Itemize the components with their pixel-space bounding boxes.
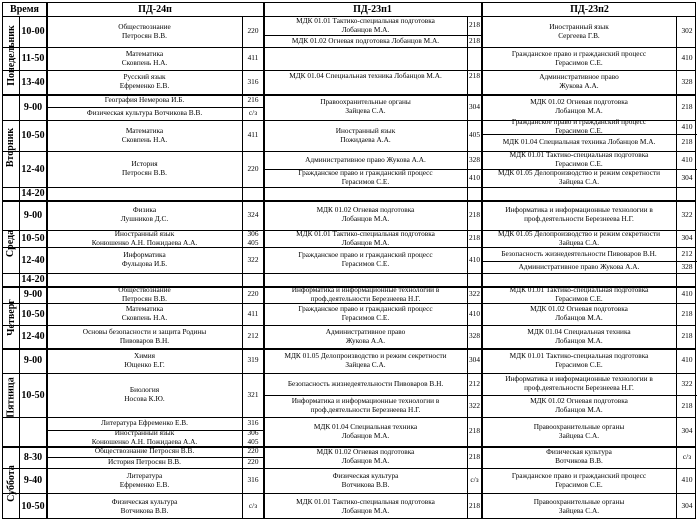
lesson-text: МДК 01.01 Тактико-специальная подготовка Лобанцов М.А. (296, 15, 435, 34)
time-slot: 9-00 (23, 289, 43, 300)
lesson-text: МДК 01.02 Огневая подготовка Лобанцов М.А. (530, 396, 628, 414)
time-slot: 12-40 (21, 163, 45, 175)
lesson-room: 220 (247, 289, 259, 299)
time-slot: 9-00 (23, 355, 43, 366)
lesson-room: 324 (247, 209, 259, 219)
time-slot: 10-00 (21, 26, 45, 37)
time-slot: 10-50 (21, 389, 45, 401)
lesson-text: Правоохранительные органы Зайцева С.А. (533, 421, 625, 440)
lesson-text: МДК 01.04 Специальная техника Лобанцов М.А. (289, 70, 442, 80)
lesson-text: Физика Лушников Д.С. (120, 205, 169, 223)
lesson-room: 410 (469, 308, 480, 318)
lesson-room: 306 405 (247, 228, 259, 247)
lesson-room: 410 (469, 254, 480, 264)
lesson-text: Безопасность жизнедеятельности Пивоваров В.Н. (501, 248, 657, 258)
lesson-text: География Немерова И.Б. (104, 95, 185, 105)
header-group-2: ПД-23п1 (353, 4, 392, 15)
lesson-text: Гражданское право и гражданский процесс Герасимов С.Е. (511, 117, 647, 135)
lesson-room: 304 (681, 426, 693, 436)
lesson-text: Информатика и информационные технологии в проф.деятельности Березнеева Н.Г. (291, 396, 440, 414)
lesson-room: 218 (681, 400, 693, 410)
lesson-text: Иностранный язык Конюшенко А.Н. Пожидаева А.А. (91, 228, 198, 247)
lesson-room: 220 (247, 457, 259, 467)
lesson-text: Правоохранительные органы Зайцева С.А. (533, 496, 625, 515)
lesson-text: МДК 01.01 Тактико-специальная подготовка Лобанцов М.А. (296, 228, 435, 247)
lesson-room: 328 (681, 261, 693, 271)
lesson-room: 220 (247, 446, 259, 456)
time-slot: 8-30 (23, 451, 43, 463)
lesson-text: Литература Ефременко Е.В. (101, 418, 188, 428)
lesson-room: 218 (681, 308, 693, 318)
lesson-text: История Петросян В.В. (108, 457, 181, 467)
lesson-text: Информатика и информационные технологии в проф.деятельности Березнеева Н.Г. (505, 205, 653, 223)
lesson-room: 212 (247, 331, 259, 341)
lesson-room: с/з (248, 501, 258, 511)
time-slot: 10-50 (21, 233, 45, 244)
lesson-room: 218 (469, 70, 480, 80)
time-slot: 9-40 (23, 475, 43, 486)
lesson-room: 328 (469, 331, 480, 341)
lesson-text: Гражданское право и гражданский процесс Герасимов С.Е. (298, 304, 433, 322)
lesson-room: 304 (681, 172, 693, 182)
lesson-text: Биология Носова К.Ю. (124, 385, 165, 403)
lesson-text: Административное право Жукова А.А. (325, 326, 406, 345)
lesson-room: 218 (469, 426, 480, 436)
lesson-text: Информатика Фульцова И.Б. (121, 250, 168, 268)
lesson-text: МДК 01.01 Тактико-специальная подготовка Герасимов С.Е. (509, 350, 649, 369)
lesson-room: 218 (469, 451, 480, 461)
lesson-text: Литература Ефременко Е.В. (119, 470, 170, 489)
lesson-text: Гражданское право и гражданский процесс Герасимов С.Е. (511, 48, 647, 67)
lesson-text: Физическая культура Вотчикова В.В. (111, 496, 178, 515)
lesson-room: 410 (681, 53, 693, 63)
lesson-room: 304 (681, 501, 693, 511)
lesson-text: МДК 01.02 Огневая подготовка Лобанцов М.А. (530, 97, 628, 115)
lesson-room: 410 (469, 172, 480, 182)
lesson-text: МДК 01.02 Огневая подготовка Лобанцов М.А. (530, 304, 628, 322)
lesson-room: 218 (469, 501, 480, 511)
lesson-text: Физическая культура Вотчикова В.В. (546, 447, 612, 465)
lesson-room: 216 (247, 95, 259, 105)
lesson-room: 410 (681, 289, 693, 299)
lesson-room: 218 (681, 331, 693, 341)
lesson-room: 220 (247, 163, 259, 173)
lesson-room: 212 (469, 378, 480, 388)
lesson-text: Основы безопасности и защита Родины Пивоваров В.Н. (82, 326, 207, 345)
row-divider (3, 273, 695, 274)
time-slot: 12-40 (21, 254, 45, 266)
lesson-text: МДК 01.04 Специальная техника Лобанцов М.А. (527, 326, 631, 345)
time-slot: 10-50 (21, 130, 45, 141)
schedule-table (2, 2, 696, 519)
lesson-room: 321 (247, 389, 259, 399)
time-slot: 12-40 (21, 331, 45, 342)
lesson-text: МДК 01.02 Огневая подготовка Лобанцов М.А. (316, 205, 415, 223)
lesson-text: МДК 01.01 Тактико-специальная подготовка Герасимов С.Е. (509, 150, 649, 168)
lesson-text: Административное право Жукова А.А. (518, 261, 640, 271)
time-slot: 9-00 (23, 209, 43, 221)
lesson-text: МДК 01.01 Тактико-специальная подготовка Лобанцов М.А. (296, 496, 435, 515)
lesson-room: 316 (247, 76, 259, 86)
lesson-text: Математика Сковпень Н.А. (121, 48, 168, 67)
lesson-room: 218 (469, 209, 480, 219)
day-label: Среда (5, 229, 17, 257)
lesson-text: МДК 01.05 Делопроизводство и режим секретности Зайцева С.А. (497, 168, 661, 186)
lesson-room: 322 (681, 378, 693, 388)
lesson-room: 328 (681, 76, 693, 86)
time-slot: 14-20 (21, 274, 45, 285)
lesson-text: МДК 01.05 Делопроизводство и режим секретности Зайцева С.А. (284, 350, 447, 369)
lesson-room: 322 (469, 289, 480, 299)
lesson-room: 218 (681, 137, 693, 147)
lesson-text: Обществознание Петросян В.В. (118, 21, 171, 40)
lesson-text: Иностранный язык Сергеева Г.В. (549, 21, 609, 40)
lesson-room: 218 (469, 20, 480, 30)
lesson-room: 410 (681, 355, 693, 365)
lesson-text: Математика Сковпень Н.А. (121, 304, 168, 322)
lesson-room: с/з (470, 475, 479, 485)
lesson-room: с/з (682, 451, 692, 461)
lesson-room: 319 (247, 355, 259, 365)
time-slot: 14-20 (21, 188, 45, 199)
lesson-text: Правоохранительные органы Зайцева С.А. (320, 97, 411, 115)
lesson-text: Гражданское право и гражданский процесс Герасимов С.Е. (298, 168, 433, 186)
lesson-text: История Петросян В.В. (122, 159, 167, 177)
row-divider (3, 187, 695, 188)
lesson-room: 316 (247, 475, 259, 485)
lesson-room: 410 (681, 154, 693, 164)
lesson-text: Математика Сковпень Н.А. (121, 125, 168, 144)
lesson-room: 304 (469, 355, 480, 365)
lesson-text: Химия Ющенко Е.Г. (124, 350, 165, 369)
lesson-text: Русский язык Ефременко Е.В. (119, 72, 170, 90)
lesson-text: Иностранный язык Пожидаева А.А. (335, 125, 396, 144)
lesson-text: МДК 01.05 Делопроизводство и режим секретности Зайцева С.А. (497, 228, 661, 247)
lesson-room: 218 (681, 101, 693, 111)
header-group-3: ПД-23п2 (570, 4, 609, 15)
lesson-room: 405 (469, 130, 480, 140)
lesson-text: Информатика и информационные технологии в проф.деятельности Березнеева Н.Г. (291, 284, 440, 303)
time-slot: 11-50 (21, 53, 45, 64)
day-label: Понедельник (5, 24, 17, 86)
header-group-1: ПД-24п (138, 4, 172, 15)
lesson-text: Обществознание Петросян В.В. (94, 446, 195, 456)
lesson-room: 410 (681, 475, 693, 485)
day-label: Суббота (5, 464, 17, 502)
time-slot: 10-50 (21, 308, 45, 320)
lesson-text: МДК 01.01 Тактико-специальная подготовка Герасимов С.Е. (509, 284, 649, 303)
lesson-text: Безопасность жизнедеятельности Пивоваров В.Н. (287, 378, 444, 388)
lesson-room: 411 (247, 308, 259, 318)
time-slot: 10-50 (21, 501, 45, 512)
lesson-text: Гражданское право и гражданский процесс Герасимов С.Е. (511, 470, 647, 489)
lesson-text: МДК 01.04 Специальная техника Лобанцов М.А. (313, 421, 418, 440)
lesson-room: 322 (469, 400, 480, 410)
lesson-room: 411 (247, 53, 259, 63)
lesson-room: 302 (681, 26, 693, 36)
time-slot: 13-40 (21, 76, 45, 88)
lesson-text: МДК 01.02 Огневая подготовка Лобанцов М.А. (291, 35, 440, 45)
lesson-room: 304 (469, 101, 480, 111)
lesson-room: с/з (248, 108, 258, 118)
day-label: Пятница (5, 376, 17, 418)
lesson-text: Обществознание Петросян В.В. (118, 284, 171, 303)
lesson-text: МДК 01.04 Специальная техника Лобанцов М.А. (502, 137, 656, 147)
lesson-text: Административное право Жукова А.А. (305, 154, 426, 164)
lesson-text: Иностранный язык Конюшенко А.Н. Пожидаева А.А. (91, 428, 198, 446)
lesson-room: 306 405 (247, 428, 259, 446)
lesson-room: 212 (681, 248, 693, 258)
lesson-room: 328 (469, 154, 480, 164)
lesson-text: МДК 01.02 Огневая подготовка Лобанцов М.А. (316, 447, 415, 465)
header-time: Время (10, 4, 39, 15)
lesson-text: Административное право Жукова А.А. (539, 72, 619, 90)
lesson-text: Гражданское право и гражданский процесс Герасимов С.Е. (298, 250, 433, 268)
lesson-room: 220 (247, 26, 259, 36)
lesson-room: 411 (247, 130, 259, 140)
lesson-room: 218 (469, 35, 480, 45)
lesson-text: Физическая культура Вотчикова В.В. (86, 108, 203, 118)
day-label: Вторник (5, 127, 17, 167)
lesson-room: 322 (681, 209, 693, 219)
day-label: Четверг (5, 298, 17, 336)
lesson-text: Информатика и информационные технологии в проф.деятельности Березнеева Н.Г. (505, 374, 653, 392)
time-slot: 9-00 (23, 101, 43, 113)
lesson-room: 218 (469, 233, 480, 243)
lesson-room: 322 (247, 254, 259, 264)
lesson-text: Физическая культура Вотчикова В.В. (332, 470, 399, 489)
lesson-room: 316 (247, 418, 259, 428)
lesson-room: 410 (681, 121, 693, 131)
lesson-room: 304 (681, 233, 693, 243)
